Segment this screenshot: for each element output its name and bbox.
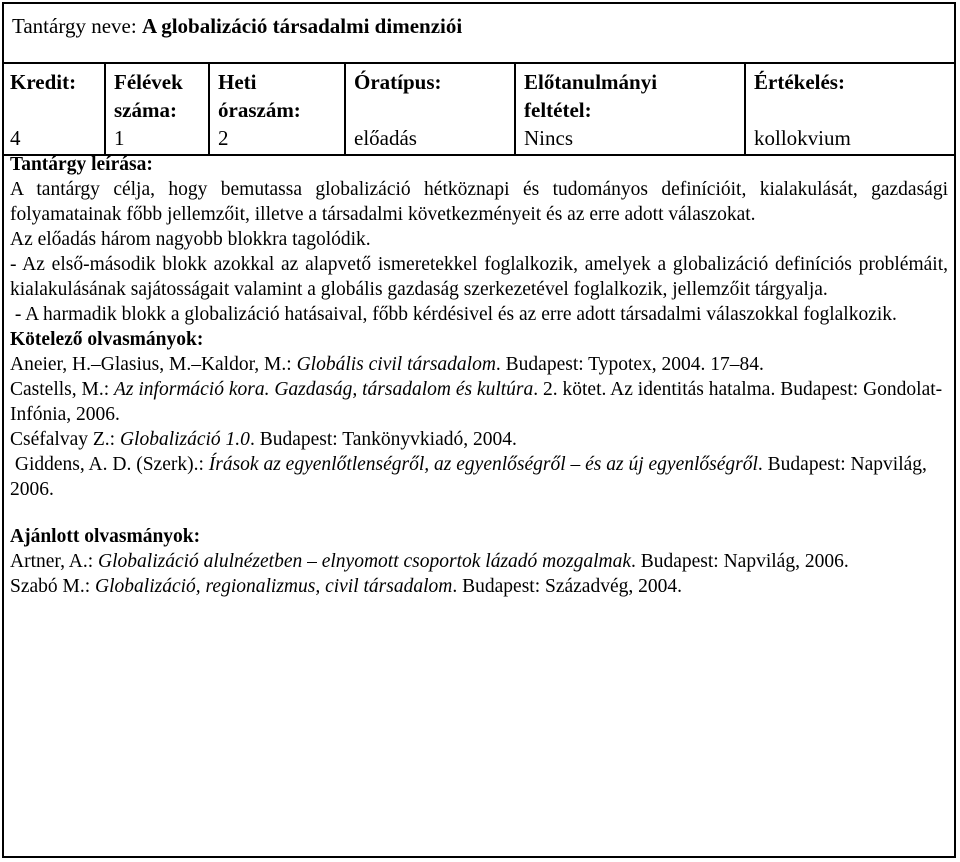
- kredit-cell: [2, 62, 106, 154]
- oratipus-header: Óratípus:: [354, 70, 442, 94]
- heti-value: 2: [218, 126, 229, 150]
- ertekeles-value: kollokvium: [754, 126, 851, 150]
- reading-title: Az információ kora. Gazdaság, társadalom és kultúra: [114, 379, 534, 400]
- reading-publication: . Budapest: Tankönyvkiadó, 2004.: [249, 429, 517, 450]
- description-blocks-intro: Az előadás három nagyobb blokkra tagolódik.: [10, 229, 371, 250]
- reading-author: Castells, M.:: [10, 379, 115, 400]
- ertekeles-header: Értékelés:: [754, 70, 845, 94]
- required-readings-heading: Kötelező olvasmányok:: [10, 329, 204, 350]
- course-title-row: [2, 2, 956, 64]
- reading-publication: . Budapest: Typotex, 2004. 17–84.: [495, 354, 764, 375]
- felev-header-line1: Félévek: [114, 70, 183, 94]
- course-info-row: [2, 62, 956, 156]
- reading-publication: . Budapest: Napvilág, 2006.: [10, 454, 932, 500]
- oratipus-value: előadás: [354, 126, 417, 150]
- elotan-cell: [516, 62, 746, 154]
- reading-author: Cséfalvay Z.:: [10, 429, 120, 450]
- description-block-3: - A harmadik blokk a globalizáció hatásaival, főbb kérdésivel és az erre adott társadalmi válaszokkal foglalkozik.: [10, 304, 897, 325]
- elotan-header-line1: Előtanulmányi: [524, 70, 658, 94]
- reading-title: Globalizáció 1.0: [119, 429, 250, 450]
- oratipus-cell: [346, 62, 516, 154]
- reading-author: Artner, A.:: [10, 551, 99, 572]
- reading-author: Aneier, H.–Glasius, M.–Kaldor, M.:: [10, 354, 297, 375]
- reading-publication: . 2. kötet. Az identitás hatalma. Budapest: Gondolat-Infónia, 2006.: [10, 379, 943, 425]
- kredit-header: Kredit:: [10, 70, 77, 94]
- recommended-reading-item: [10, 574, 948, 599]
- heti-header-line2: óraszám:: [218, 98, 301, 122]
- description-block: [10, 152, 948, 599]
- required-reading-item: [10, 377, 948, 427]
- reading-title: Globális civil társadalom: [296, 354, 496, 375]
- reading-title: Globalizáció, regionalizmus, civil társadalom: [95, 576, 453, 597]
- reading-title: Globalizáció alulnézetben – elnyomott csoportok lázadó mozgalmak: [98, 551, 631, 572]
- required-reading-item: [10, 352, 948, 377]
- required-reading-item: [10, 427, 948, 452]
- elotan-header-line2: feltétel:: [524, 98, 592, 122]
- course-title-value: A globalizáció társadalmi dimenziói: [141, 14, 463, 38]
- description-paragraph: A tantárgy célja, hogy bemutassa globalizáció hétköznapi és tudományos definícióit, kialakulását, gazdasági folyamatainak főbb jellemzőit, illetve a társadalmi következményeit és az erre adott válaszokat.: [10, 179, 948, 225]
- felev-cell: [106, 62, 210, 154]
- heti-cell: [210, 62, 346, 154]
- ertekeles-cell: [746, 62, 956, 154]
- felev-header: [114, 68, 183, 124]
- heti-header: [218, 68, 301, 124]
- spacer: [10, 502, 948, 524]
- felev-header-line2: száma:: [114, 98, 177, 122]
- required-reading-item: [10, 452, 948, 502]
- felev-value: 1: [114, 126, 125, 150]
- reading-publication: . Budapest: Századvég, 2004.: [452, 576, 682, 597]
- course-title-label: Tantárgy neve:: [12, 14, 137, 38]
- reading-publication: . Budapest: Napvilág, 2006.: [630, 551, 849, 572]
- reading-author: Szabó M.:: [10, 576, 96, 597]
- recommended-readings-heading: Ajánlott olvasmányok:: [10, 526, 201, 547]
- kredit-value: 4: [10, 126, 21, 150]
- elotan-header: [524, 68, 657, 124]
- heti-header-line1: Heti: [218, 70, 257, 94]
- elotan-value: Nincs: [524, 126, 573, 150]
- description-block-1-2: - Az első-második blokk azokkal az alapvető ismeretekkel foglalkozik, amelyek a globalizáció definíciós problémáit, kialakulásának sajátosságait valamint a globális gazdaság szerkezetével foglalkozik, jellemzőit tárgyalja.: [10, 254, 948, 300]
- reading-author: Giddens, A. D. (Szerk).:: [10, 454, 209, 475]
- description-heading: Tantárgy leírása:: [10, 154, 153, 175]
- reading-title: Írások az egyenlőtlenségről, az egyenlőségről – és az új egyenlőségről: [208, 454, 758, 475]
- recommended-reading-item: [10, 549, 948, 574]
- course-title: [12, 14, 462, 39]
